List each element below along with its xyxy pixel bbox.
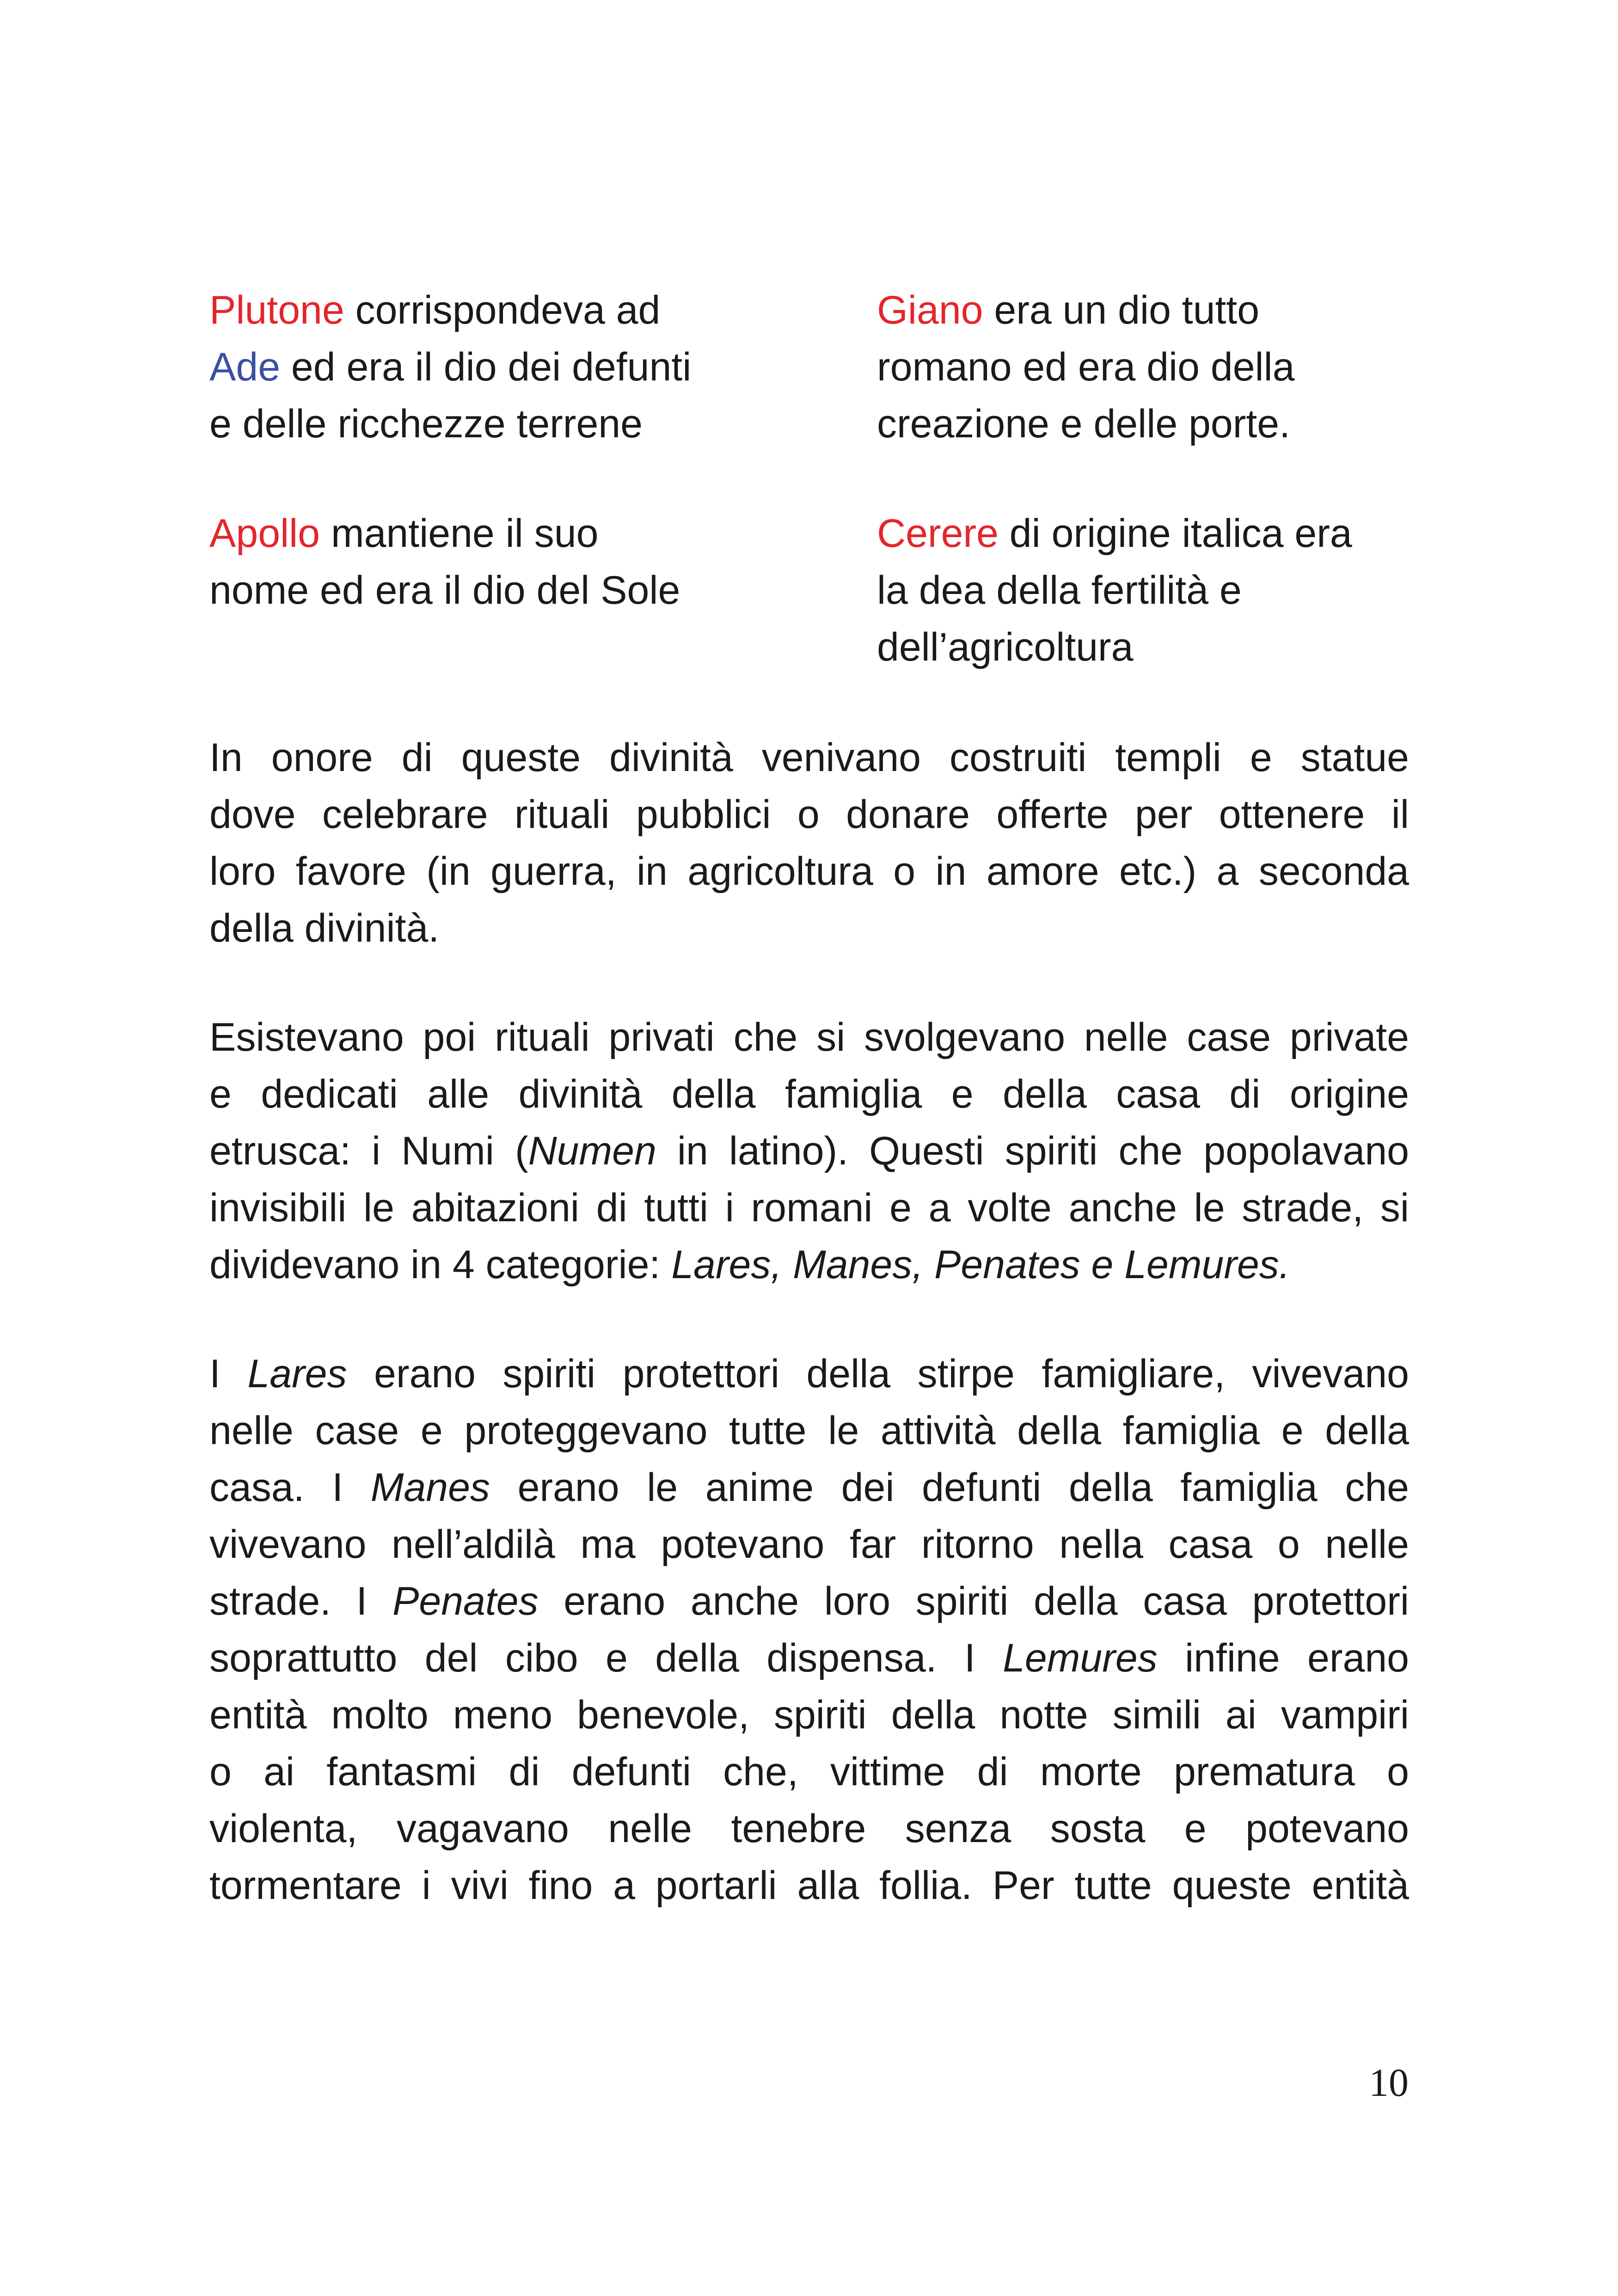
god-entry-cerere — [877, 505, 1352, 676]
god-plutone-text-3: e delle ricchezze terrene — [209, 402, 643, 446]
god-apollo-text-1: mantiene il suo — [320, 511, 599, 556]
god-giano-text-2: romano ed era dio della — [877, 345, 1295, 389]
god-cerere-text-1: di origine italica era — [998, 511, 1352, 556]
paragraph-line: In onore di queste divinità venivano costruiti templi e statue — [209, 735, 1409, 780]
paragraph-line — [209, 1630, 1409, 1687]
paragraph-private-rituals — [209, 1009, 1409, 1293]
text-run: etrusca: i Numi ( — [209, 1129, 528, 1173]
italic-term-penates: Penates — [392, 1579, 539, 1623]
paragraph-line: o ai fantasmi di defunti che, vittime di morte prematura o — [209, 1750, 1409, 1794]
paragraph-line: entità molto meno benevole, spiriti della notte simili ai vampiri — [209, 1693, 1409, 1737]
paragraph-line: della divinità. — [209, 906, 440, 950]
paragraph-line: e dedicati alle divinità della famiglia e della casa di origine — [209, 1072, 1409, 1116]
paragraph-line — [209, 1573, 1409, 1630]
text-run: erano spiriti protettori della stirpe famigliare, vivevano — [347, 1352, 1409, 1396]
god-plutone-text-2: ed era il dio dei defunti — [280, 345, 692, 389]
paragraph-line: invisibili le abitazioni di tutti i romani e a volte anche le strade, si — [209, 1186, 1409, 1230]
paragraph-line — [209, 1237, 1409, 1293]
god-cerere-text-2: la dea della fertilità e — [877, 568, 1242, 612]
paragraph-line: nelle case e proteggevano tutte le attività della famiglia e della — [209, 1408, 1409, 1453]
god-plutone-text-1: corrispondeva ad — [344, 288, 661, 332]
italic-term-lares: Lares — [247, 1352, 347, 1396]
text-run: in latino). Questi spiriti che popolavano — [656, 1129, 1409, 1173]
paragraph-line: Esistevano poi rituali privati che si svolgevano nelle case private — [209, 1015, 1409, 1059]
god-name-cerere: Cerere — [877, 511, 999, 556]
paragraph-line: tormentare i vivi fino a portarli alla follia. Per tutte queste entità — [209, 1863, 1409, 1908]
paragraph-line — [209, 1346, 1409, 1402]
text-run: strade. I — [209, 1579, 393, 1623]
italic-term-categories: Lares, Manes, Penates e Lemures. — [671, 1243, 1290, 1287]
page-number: 10 — [1369, 2060, 1409, 2105]
italic-term-lemures: Lemures — [1003, 1636, 1158, 1680]
god-apollo-text-2: nome ed era il dio del Sole — [209, 568, 680, 612]
paragraph-line: vivevano nell’aldilà ma potevano far ritorno nella casa o nelle — [209, 1522, 1409, 1567]
italic-term-manes: Manes — [370, 1465, 490, 1510]
paragraph-line: violenta, vagavano nelle tenebre senza sosta e potevano — [209, 1806, 1409, 1851]
god-name-plutone: Plutone — [209, 288, 344, 332]
text-run: I — [209, 1352, 248, 1396]
text-run: erano anche loro spiriti della casa protettori — [538, 1579, 1409, 1623]
paragraph-line: dove celebrare rituali pubblici o donare offerte per ottenere il — [209, 792, 1409, 837]
italic-term-numen: Numen — [528, 1129, 656, 1173]
paragraph-line — [209, 1459, 1409, 1516]
god-cerere-text-3: dell’agricoltura — [877, 625, 1134, 669]
god-name-apollo: Apollo — [209, 511, 320, 556]
text-run: casa. I — [209, 1465, 371, 1510]
text-run: erano le anime dei defunti della famiglia che — [490, 1465, 1410, 1510]
text-run: dividevano in 4 categorie: — [209, 1243, 672, 1287]
god-name-giano: Giano — [877, 288, 983, 332]
god-giano-text-3: creazione e delle porte. — [877, 402, 1291, 446]
god-entry-giano — [877, 282, 1295, 453]
paragraph-line — [209, 1123, 1409, 1180]
paragraph-line: loro favore (in guerra, in agricoltura o in amore etc.) a seconda — [209, 849, 1409, 894]
text-run: soprattutto del cibo e della dispensa. I — [209, 1636, 1003, 1680]
god-entry-apollo — [209, 505, 680, 619]
god-entry-plutone — [209, 282, 691, 453]
paragraph-public-rituals — [209, 729, 1409, 957]
god-name-ade: Ade — [209, 345, 281, 389]
paragraph-spirits — [209, 1346, 1409, 1914]
text-run: infine erano — [1157, 1636, 1409, 1680]
god-giano-text-1: era un dio tutto — [983, 288, 1260, 332]
